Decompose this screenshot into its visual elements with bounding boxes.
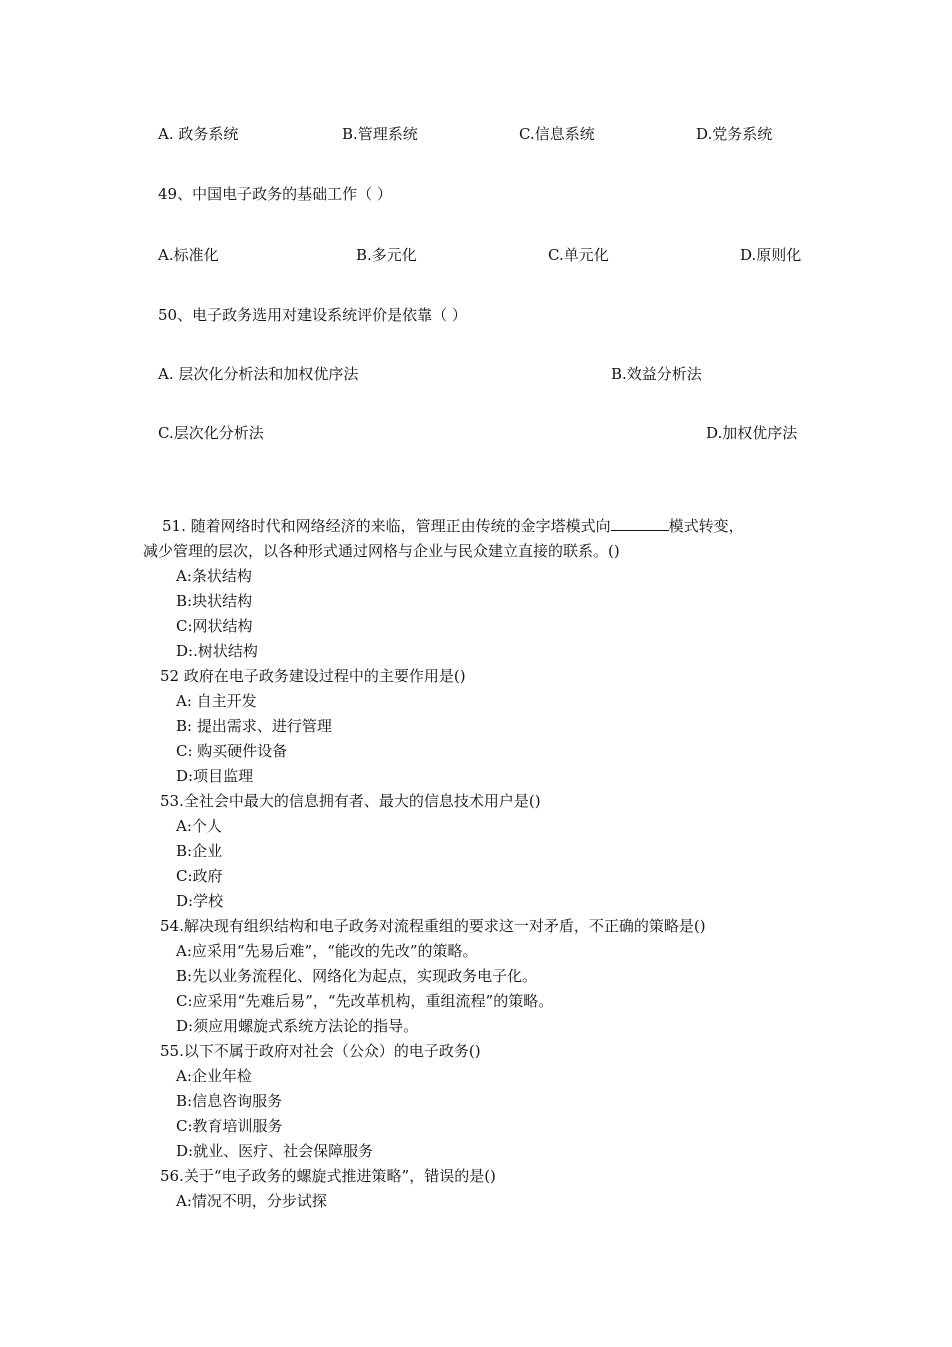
q54-stem: 54.解决现有组织结构和电子政务对流程重组的要求这一对矛盾，不正确的策略是() (160, 917, 706, 935)
q54-option-c: C:应采用“先难后易”，“先改革机构，重组流程”的策略。 (176, 992, 554, 1010)
q49-option-b: B.多元化 (356, 246, 417, 264)
q48-option-b: B.管理系统 (342, 125, 418, 143)
q51-stem-part2: 模式转变， (668, 517, 744, 535)
q51-option-d: D:.树状结构 (176, 642, 258, 660)
q51-stem-part1: 51. 随着网络时代和网络经济的来临，管理正由传统的金字塔模式向 (162, 517, 611, 535)
q55-stem: 55.以下不属于政府对社会（公众）的电子政务() (160, 1042, 481, 1060)
q50-stem: 50、电子政务选用对建设系统评价是依靠（ ） (158, 306, 467, 324)
q49-option-a: A.标准化 (158, 246, 219, 264)
q55-option-c: C:教育培训服务 (176, 1117, 283, 1135)
q51-stem-line2: 减少管理的层次，以各种形式通过网格与企业与民众建立直接的联系。() (143, 542, 620, 560)
q54-option-b: B:先以业务流程化、网络化为起点，实现政务电子化。 (176, 967, 538, 985)
q55-option-a: A:企业年检 (176, 1067, 252, 1085)
q55-option-d: D:就业、医疗、社会保障服务 (176, 1142, 374, 1160)
q48-option-a: A. 政务系统 (158, 125, 239, 143)
q51-stem-line1 (162, 516, 744, 536)
q54-option-a: A:应采用“先易后难”，“能改的先改”的策略。 (176, 942, 478, 960)
q52-option-c: C: 购买硬件设备 (176, 742, 288, 760)
q50-option-d: D.加权优序法 (706, 424, 798, 442)
q48-option-c: C.信息系统 (519, 125, 595, 143)
q52-option-a: A: 自主开发 (176, 692, 257, 710)
q49-stem: 49、中国电子政务的基础工作（ ） (158, 185, 392, 203)
q53-option-c: C:政府 (176, 867, 223, 885)
q50-option-b: B.效益分析法 (611, 365, 702, 383)
q49-option-c: C.单元化 (548, 246, 609, 264)
q52-option-d: D:项目监理 (176, 767, 254, 785)
q51-option-c: C:网状结构 (176, 617, 253, 635)
q50-option-c: C.层次化分析法 (158, 424, 264, 442)
q56-option-a: A:情况不明，分步试探 (176, 1192, 327, 1210)
q53-option-b: B:企业 (176, 842, 223, 860)
q52-option-b: B: 提出需求、进行管理 (176, 717, 332, 735)
q50-option-a: A. 层次化分析法和加权优序法 (158, 365, 359, 383)
q51-option-b: B:块状结构 (176, 592, 253, 610)
q54-option-d: D:须应用螺旋式系统方法论的指导。 (176, 1017, 419, 1035)
q48-option-d: D.党务系统 (696, 125, 773, 143)
q53-option-a: A:个人 (176, 817, 222, 835)
q56-stem: 56.关于“电子政务的螺旋式推进策略”，错误的是() (160, 1167, 496, 1185)
q51-fill-blank (611, 516, 669, 531)
q52-stem: 52 政府在电子政务建设过程中的主要作用是() (160, 667, 466, 685)
q55-option-b: B:信息咨询服务 (176, 1092, 283, 1110)
q53-option-d: D:学校 (176, 892, 224, 910)
q51-option-a: A:条状结构 (176, 567, 252, 585)
q53-stem: 53.全社会中最大的信息拥有者、最大的信息技术用户是() (160, 792, 541, 810)
q49-option-d: D.原则化 (740, 246, 802, 264)
